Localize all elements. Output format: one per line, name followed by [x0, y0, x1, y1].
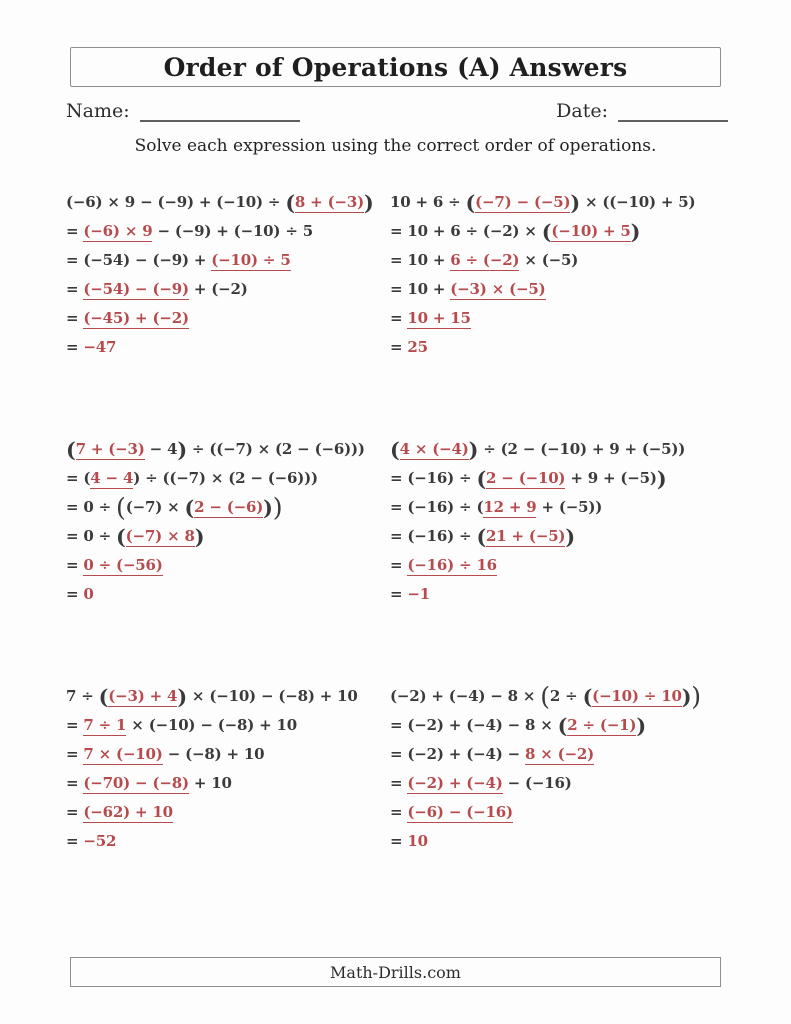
problem-5 — [66, 682, 390, 929]
math-text: = — [66, 716, 84, 734]
math-text: = — [66, 774, 84, 792]
solution-step — [66, 522, 390, 551]
math-text: = — [66, 803, 84, 821]
math-text: ) — [194, 525, 205, 549]
highlighted-operation: (−6) × 9 — [83, 222, 153, 240]
solution-step — [390, 217, 766, 246]
math-text: ) — [656, 467, 667, 491]
highlighted-operation: 4 × (−4) — [399, 440, 469, 458]
solution-step — [66, 827, 390, 856]
solution-step — [390, 580, 766, 609]
math-text: ) ÷ ((−7) × (2 − (−6))) — [133, 469, 318, 487]
math-text: ) — [630, 220, 641, 244]
highlighted-operation: −52 — [83, 832, 117, 850]
name-date-row — [66, 96, 728, 122]
highlighted-operation: 2 ÷ (−1) — [567, 716, 637, 734]
math-text: × ((−10) + 5) — [579, 193, 696, 211]
problem-6 — [390, 682, 766, 929]
highlighted-operation: 21 + (−5) — [486, 527, 566, 545]
math-text: = 0 ÷ — [66, 498, 117, 516]
highlighted-operation: (−54) − (−9) — [83, 280, 189, 298]
page-title: Order of Operations (A) Answers — [163, 52, 628, 82]
math-text: = (−2) + (−4) − — [390, 745, 526, 763]
math-text: 2 ÷ — [549, 687, 583, 705]
problem-3 — [66, 435, 390, 682]
math-text: + 10 — [188, 774, 232, 792]
math-text: = — [390, 803, 408, 821]
highlighted-operation: (−3) × (−5) — [450, 280, 546, 298]
highlighted-operation: 25 — [407, 338, 428, 356]
math-text: ( — [116, 493, 126, 522]
math-text: + (−2) — [188, 280, 248, 298]
math-text: − (−9) + (−10) ÷ 5 — [152, 222, 313, 240]
math-text: ) — [468, 438, 479, 462]
solution-step — [66, 493, 390, 522]
name-blank-line — [140, 102, 300, 122]
highlighted-operation: −47 — [83, 338, 117, 356]
math-text: ( — [476, 525, 487, 549]
math-text: ( — [557, 714, 568, 738]
solution-step — [66, 740, 390, 769]
solution-step — [66, 711, 390, 740]
highlighted-operation: 10 — [407, 832, 428, 850]
math-text: = — [390, 309, 408, 327]
footer-site-name: Math-Drills.com — [330, 962, 461, 982]
math-text: = (−2) + (−4) − 8 × — [390, 716, 558, 734]
math-text: ( — [184, 496, 195, 520]
solution-step — [390, 798, 766, 827]
math-text: − (−8) + 10 — [162, 745, 265, 763]
highlighted-operation: 8 × (−2) — [525, 745, 595, 763]
math-text: ) — [363, 191, 374, 215]
problem-1 — [66, 188, 390, 435]
math-text: × (−5) — [519, 251, 579, 269]
highlighted-operation: 6 ÷ (−2) — [450, 251, 520, 269]
solution-step — [66, 464, 390, 493]
highlighted-operation: (−70) − (−8) — [83, 774, 189, 792]
math-text: (−2) + (−4) − 8 × — [390, 687, 541, 705]
math-text: ) — [691, 682, 701, 711]
highlighted-operation: 7 × (−10) — [83, 745, 163, 763]
math-text: (−6) × 9 − (−9) + (−10) ÷ — [66, 193, 286, 211]
solution-step — [390, 493, 766, 522]
highlighted-operation: 7 ÷ 1 — [83, 716, 127, 734]
math-text: = — [390, 556, 408, 574]
math-text: = (−16) ÷ — [390, 527, 477, 545]
problems-grid — [66, 188, 766, 929]
math-text: = (−16) ÷ ( — [390, 498, 484, 516]
solution-step — [390, 464, 766, 493]
math-text: = (−54) − (−9) + — [66, 251, 212, 269]
solution-step — [66, 769, 390, 798]
math-text: ) — [177, 438, 187, 462]
math-text: = — [66, 280, 84, 298]
highlighted-operation: 2 − (−10) — [486, 469, 566, 487]
math-text: = — [66, 585, 84, 603]
highlighted-operation: (−45) + (−2) — [83, 309, 189, 327]
math-text: − 4 — [144, 440, 178, 458]
solution-step — [390, 435, 766, 464]
math-text: ) — [570, 191, 580, 215]
instruction-text: Solve each expression using the correct order of operations. — [134, 136, 657, 156]
solution-step — [390, 740, 766, 769]
math-text: ( — [285, 191, 295, 215]
highlighted-operation: 4 − 4 — [90, 469, 134, 487]
solution-step — [66, 275, 390, 304]
math-text: (−7) × — [125, 498, 185, 516]
math-text: ÷ ((−7) × (2 − (−6))) — [186, 440, 365, 458]
math-text: ( — [390, 438, 400, 462]
highlighted-operation: 7 + (−3) — [75, 440, 145, 458]
math-text: ) — [177, 685, 187, 709]
solution-step — [390, 522, 766, 551]
highlighted-operation: (−10) ÷ 10 — [592, 687, 682, 705]
math-text: = — [66, 338, 84, 356]
solution-step — [390, 275, 766, 304]
math-text: ( — [66, 438, 76, 462]
solution-step — [390, 246, 766, 275]
solution-step — [66, 798, 390, 827]
solution-step — [66, 435, 390, 464]
math-text: = — [390, 832, 408, 850]
math-text: ( — [541, 220, 552, 244]
math-text: = — [66, 222, 84, 240]
math-text: = — [66, 832, 84, 850]
footer-box — [70, 957, 721, 987]
math-text: ( — [116, 525, 126, 549]
highlighted-operation: 8 + (−3) — [294, 193, 364, 211]
math-text: ) — [636, 714, 646, 738]
math-text: = — [390, 585, 408, 603]
solution-step — [390, 827, 766, 856]
highlighted-operation: (−2) + (−4) — [407, 774, 503, 792]
highlighted-operation: (−10) + 5 — [551, 222, 631, 240]
highlighted-operation: (−3) + 4 — [108, 687, 178, 705]
math-text: − (−16) — [502, 774, 572, 792]
highlighted-operation: (−6) − (−16) — [407, 803, 513, 821]
highlighted-operation: 10 + 15 — [407, 309, 471, 327]
math-text: ( — [98, 685, 109, 709]
title-box — [70, 47, 721, 87]
highlighted-operation: (−7) − (−5) — [475, 193, 571, 211]
math-text: = — [66, 309, 84, 327]
math-text: = — [66, 556, 84, 574]
math-text: ) — [272, 493, 283, 522]
math-text: ) — [681, 685, 692, 709]
solution-step — [66, 682, 390, 711]
math-text: ( — [582, 685, 593, 709]
problem-2 — [390, 188, 766, 435]
solution-step — [390, 304, 766, 333]
math-text: ÷ (2 − (−10) + 9 + (−5)) — [478, 440, 686, 458]
solution-step — [66, 217, 390, 246]
solution-step — [390, 551, 766, 580]
highlighted-operation: 0 — [83, 585, 94, 603]
math-text: × (−10) − (−8) + 10 — [186, 687, 358, 705]
solution-step — [66, 246, 390, 275]
math-text: ( — [465, 191, 476, 215]
math-text: = — [390, 338, 408, 356]
math-text: = 10 + — [390, 251, 451, 269]
highlighted-operation: (−7) × 8 — [125, 527, 195, 545]
solution-step — [390, 769, 766, 798]
math-text: 7 ÷ — [66, 687, 99, 705]
math-text: = (−16) ÷ — [390, 469, 477, 487]
math-text: + 9 + (−5) — [565, 469, 657, 487]
solution-step — [66, 304, 390, 333]
solution-step — [390, 188, 766, 217]
math-text: = — [390, 774, 408, 792]
math-text: + (−5)) — [536, 498, 603, 516]
solution-step — [66, 333, 390, 362]
math-text: × (−10) − (−8) + 10 — [126, 716, 298, 734]
highlighted-operation: (−16) ÷ 16 — [407, 556, 497, 574]
solution-step — [390, 333, 766, 362]
highlighted-operation: 0 ÷ (−56) — [83, 556, 163, 574]
solution-step — [66, 580, 390, 609]
solution-step — [66, 551, 390, 580]
name-label: Name: — [66, 100, 130, 122]
math-text: ) — [263, 496, 273, 520]
math-text: ( — [540, 682, 550, 711]
problem-4 — [390, 435, 766, 682]
math-text: = — [66, 745, 84, 763]
math-text: ( — [476, 467, 487, 491]
solution-step — [66, 188, 390, 217]
math-text: = 0 ÷ — [66, 527, 117, 545]
solution-step — [390, 682, 766, 711]
highlighted-operation: −1 — [407, 585, 430, 603]
highlighted-operation: 12 + 9 — [483, 498, 537, 516]
date-blank-line — [618, 102, 728, 122]
highlighted-operation: (−62) + 10 — [83, 803, 173, 821]
date-label: Date: — [556, 100, 608, 122]
math-text: = ( — [66, 469, 91, 487]
math-text: 10 + 6 ÷ — [390, 193, 466, 211]
math-text: ) — [565, 525, 575, 549]
highlighted-operation: 2 − (−6) — [194, 498, 264, 516]
math-text: = 10 + 6 ÷ (−2) × — [390, 222, 542, 240]
highlighted-operation: (−10) ÷ 5 — [211, 251, 291, 269]
math-text: = 10 + — [390, 280, 451, 298]
solution-step — [390, 711, 766, 740]
